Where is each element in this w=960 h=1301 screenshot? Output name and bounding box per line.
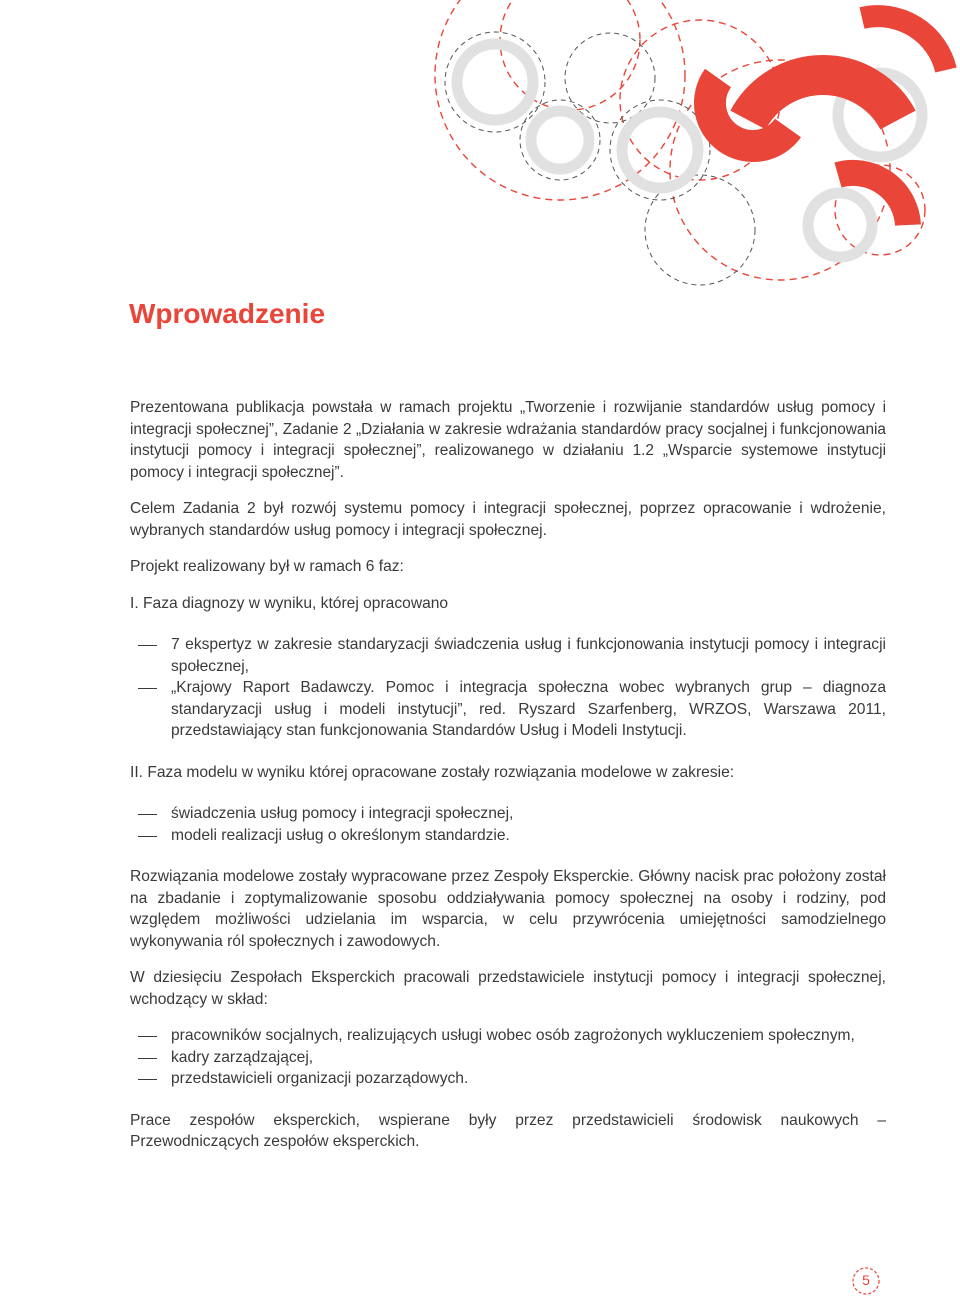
phase-2-list xyxy=(130,803,886,846)
phase-1-list xyxy=(130,634,886,742)
list-item: modeli realizacji usług o określonym standardzie. xyxy=(130,825,886,847)
decorative-circles xyxy=(0,0,960,300)
list-item: kadry zarządzającej, xyxy=(130,1047,886,1069)
closing-paragraph: Prace zespołów eksperckich, wspierane były przez przedstawicieli środowisk naukowych – Przewodniczących zespołów eksperckich. xyxy=(130,1111,886,1150)
phases-intro: Projekt realizowany był w ramach 6 faz: xyxy=(130,558,404,575)
models-paragraph: Rozwiązania modelowe zostały wypracowane przez Zespoły Eksperckie. Główny nacisk prac położony został na zbadanie i zoptymalizowanie sposobu oddziaływania pomocy społecznej na osoby i rodziny, pod względem możliwości udzielania im wsparcia, w celu przywrócenia umiejętności samodzielnego wykonywania ról społecznych i zawodowych. xyxy=(130,868,886,950)
page-number xyxy=(851,1266,881,1296)
list-item: „Krajowy Raport Badawczy. Pomoc i integracja społeczna wobec wybranych grup – diagnoza standaryzacji usług i modeli instytucji”, red. Ryszard Szarfenberg, WRZOS, Warszawa 2011, przedstawiający stan funkcjonowania Standardów Usług i Modeli Instytucji. xyxy=(130,677,886,742)
teams-list xyxy=(130,1025,886,1090)
phase-2-heading: II. Faza modelu w wyniku której opracowane zostały rozwiązania modelowe w zakresie: xyxy=(130,763,735,781)
phase-1-heading: I. Faza diagnozy w wyniku, której opracowano xyxy=(130,594,449,612)
goal-paragraph: Celem Zadania 2 był rozwój systemu pomocy i integracji społecznej, poprzez opracowanie i wdrożenie, wybranych standardów usług pomocy i integracji społecznej. xyxy=(130,500,886,539)
page-number-label: 5 xyxy=(862,1272,870,1288)
teams-intro: W dziesięciu Zespołach Eksperckich pracowali przedstawiciele instytucji pomocy i integracji społecznej, wchodzący w skład: xyxy=(130,969,886,1008)
list-item: pracowników socjalnych, realizujących usługi wobec osób zagrożonych wykluczeniem społecznym, xyxy=(130,1025,886,1047)
list-item: przedstawicieli organizacji pozarządowych. xyxy=(130,1068,886,1090)
main-content xyxy=(130,397,886,1168)
list-item: świadczenia usług pomocy i integracji społecznej, xyxy=(130,803,886,825)
intro-paragraph: Prezentowana publikacja powstała w ramach projektu „Tworzenie i rozwijanie standardów usług pomocy i integracji społecznej”, Zadanie 2 „Działania w zakresie wdrażania standardów pracy socjalnej i funkcjonowania instytucji pomocy i integracji społecznej”, realizowanego w działaniu 1.2 „Wsparcie systemowe instytucji pomocy i integracji społecznej”. xyxy=(130,399,886,481)
page-title: Wprowadzenie xyxy=(129,298,326,329)
list-item: 7 ekspertyz w zakresie standaryzacji świadczenia usług i funkcjonowania instytucji pomocy i integracji społecznej, xyxy=(130,634,886,677)
